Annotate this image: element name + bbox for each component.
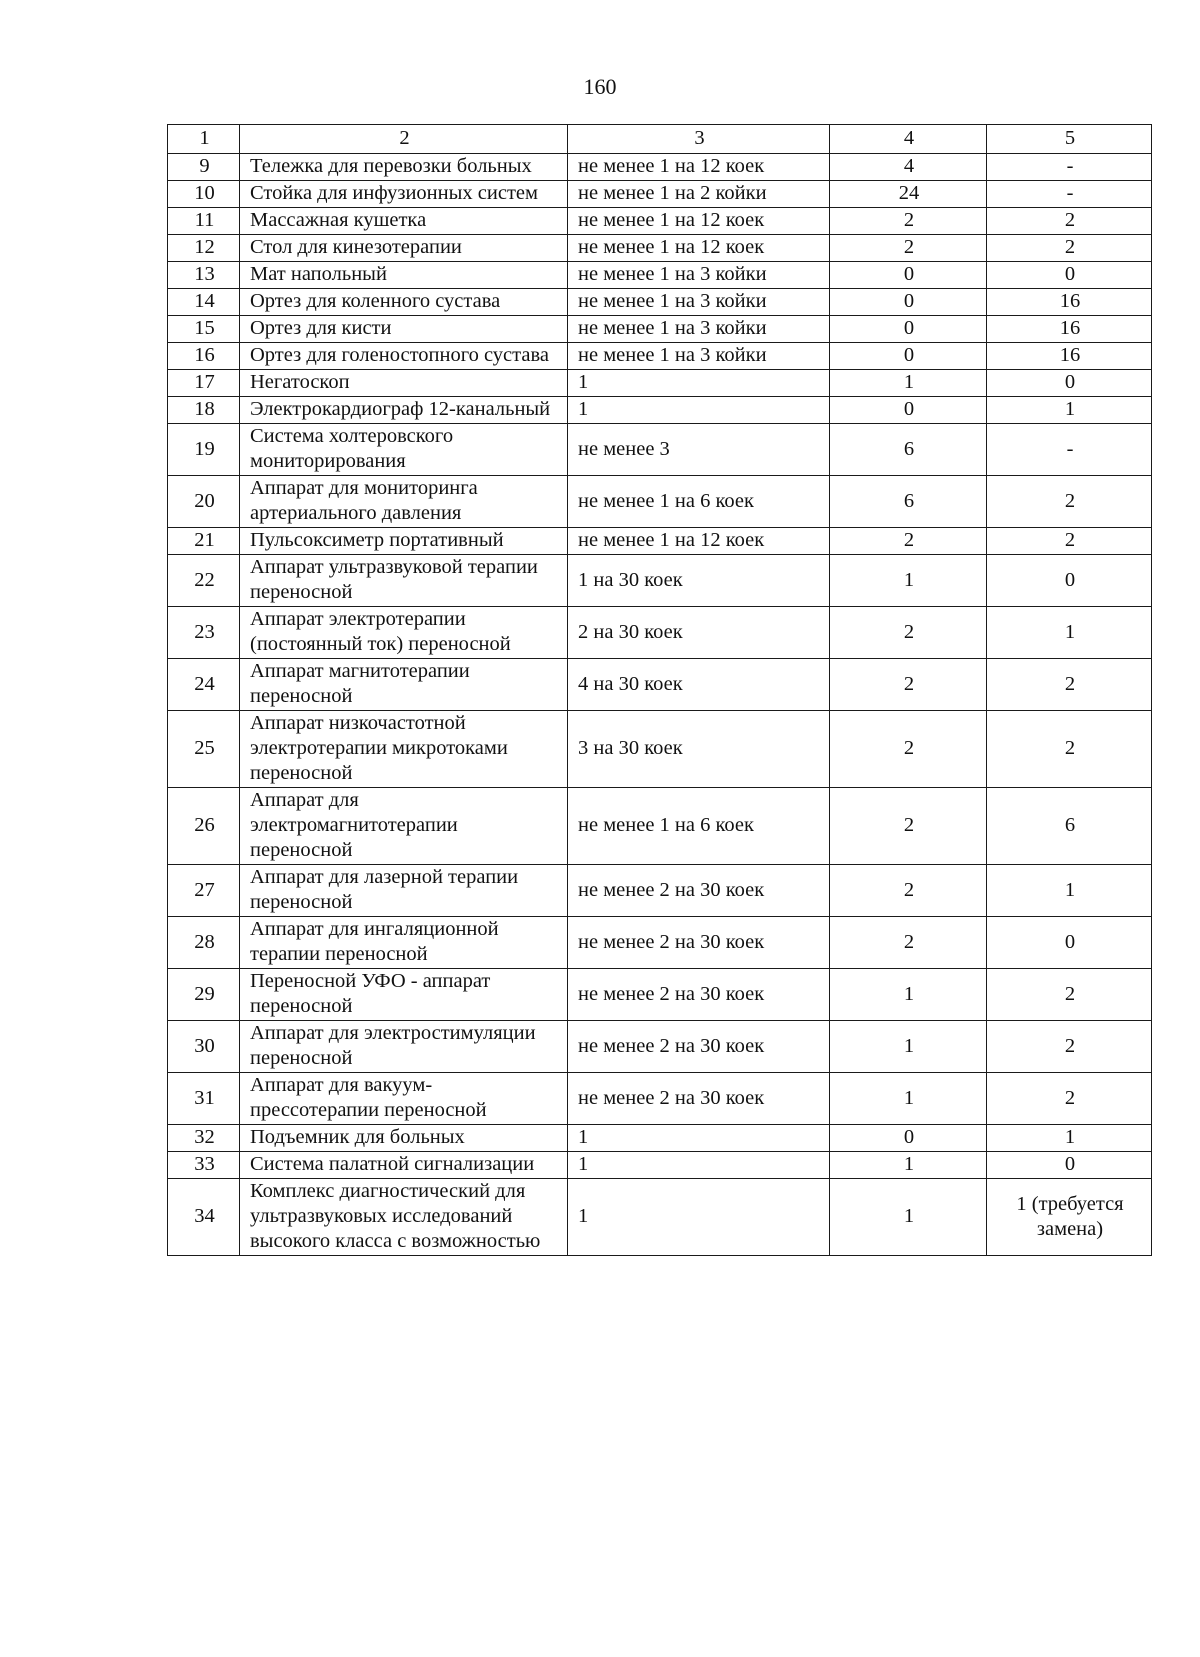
quantity-needed-cell: 2 xyxy=(987,711,1152,788)
quantity-needed-cell: 2 xyxy=(987,969,1152,1021)
quantity-needed-cell: 1 xyxy=(987,607,1152,659)
quantity-available-cell: 2 xyxy=(830,235,987,262)
requirement-norm-cell: 1 xyxy=(568,1179,830,1256)
quantity-needed-cell: 2 xyxy=(987,1021,1152,1073)
quantity-needed-cell: - xyxy=(987,181,1152,208)
table-row xyxy=(168,262,1152,289)
quantity-available-cell: 1 xyxy=(830,370,987,397)
quantity-needed-cell: 16 xyxy=(987,316,1152,343)
quantity-available-cell: 2 xyxy=(830,528,987,555)
table-row xyxy=(168,788,1152,865)
column-header-3: 3 xyxy=(568,125,830,154)
row-number-cell: 33 xyxy=(168,1152,240,1179)
table-row xyxy=(168,528,1152,555)
requirement-norm-cell: не менее 1 на 6 коек xyxy=(568,476,830,528)
equipment-name-cell: Стол для кинезотерапии xyxy=(240,235,568,262)
quantity-available-cell: 0 xyxy=(830,343,987,370)
requirement-norm-cell: не менее 2 на 30 коек xyxy=(568,1021,830,1073)
requirement-norm-cell: 1 xyxy=(568,370,830,397)
equipment-name-cell: Аппарат для лазерной терапии переносной xyxy=(240,865,568,917)
row-number-cell: 21 xyxy=(168,528,240,555)
equipment-name-cell: Аппарат для вакуум-прессотерапии переносной xyxy=(240,1073,568,1125)
table-row xyxy=(168,711,1152,788)
equipment-name-cell: Система палатной сигнализации xyxy=(240,1152,568,1179)
quantity-needed-cell: 2 xyxy=(987,235,1152,262)
quantity-available-cell: 2 xyxy=(830,788,987,865)
requirement-norm-cell: 1 xyxy=(568,1125,830,1152)
table-row xyxy=(168,208,1152,235)
table-row xyxy=(168,1179,1152,1256)
row-number-cell: 19 xyxy=(168,424,240,476)
quantity-needed-cell: 2 xyxy=(987,476,1152,528)
row-number-cell: 23 xyxy=(168,607,240,659)
quantity-available-cell: 0 xyxy=(830,397,987,424)
column-header-4: 4 xyxy=(830,125,987,154)
table-row xyxy=(168,316,1152,343)
quantity-available-cell: 2 xyxy=(830,917,987,969)
requirement-norm-cell: не менее 2 на 30 коек xyxy=(568,969,830,1021)
row-number-cell: 18 xyxy=(168,397,240,424)
row-number-cell: 14 xyxy=(168,289,240,316)
equipment-name-cell: Стойка для инфузионных систем xyxy=(240,181,568,208)
row-number-cell: 26 xyxy=(168,788,240,865)
equipment-name-cell: Ортез для коленного сустава xyxy=(240,289,568,316)
quantity-needed-cell: 0 xyxy=(987,262,1152,289)
equipment-name-cell: Аппарат для ингаляционной терапии переносной xyxy=(240,917,568,969)
table-row xyxy=(168,1125,1152,1152)
table-row xyxy=(168,865,1152,917)
requirement-norm-cell: не менее 2 на 30 коек xyxy=(568,865,830,917)
table-row xyxy=(168,659,1152,711)
table-row xyxy=(168,1021,1152,1073)
requirement-norm-cell: не менее 1 на 12 коек xyxy=(568,528,830,555)
row-number-cell: 10 xyxy=(168,181,240,208)
quantity-needed-cell: 1 xyxy=(987,865,1152,917)
row-number-cell: 28 xyxy=(168,917,240,969)
quantity-available-cell: 2 xyxy=(830,711,987,788)
row-number-cell: 13 xyxy=(168,262,240,289)
table-row xyxy=(168,917,1152,969)
requirement-norm-cell: не менее 2 на 30 коек xyxy=(568,917,830,969)
table-row xyxy=(168,607,1152,659)
requirement-norm-cell: 4 на 30 коек xyxy=(568,659,830,711)
equipment-name-cell: Аппарат электротерапии (постоянный ток) переносной xyxy=(240,607,568,659)
quantity-available-cell: 6 xyxy=(830,424,987,476)
equipment-name-cell: Аппарат ультразвуковой терапии переносной xyxy=(240,555,568,607)
equipment-name-cell: Пульсоксиметр портативный xyxy=(240,528,568,555)
quantity-needed-cell: 0 xyxy=(987,917,1152,969)
quantity-needed-cell: 2 xyxy=(987,208,1152,235)
requirement-norm-cell: 1 на 30 коек xyxy=(568,555,830,607)
row-number-cell: 20 xyxy=(168,476,240,528)
requirement-norm-cell: не менее 1 на 12 коек xyxy=(568,208,830,235)
quantity-needed-cell: - xyxy=(987,424,1152,476)
quantity-available-cell: 2 xyxy=(830,865,987,917)
table-row xyxy=(168,370,1152,397)
equipment-name-cell: Аппарат низкочастотной электротерапии микротоками переносной xyxy=(240,711,568,788)
row-number-cell: 34 xyxy=(168,1179,240,1256)
row-number-cell: 22 xyxy=(168,555,240,607)
table-row xyxy=(168,424,1152,476)
quantity-needed-cell: 0 xyxy=(987,370,1152,397)
equipment-name-cell: Аппарат для электростимуляции переносной xyxy=(240,1021,568,1073)
quantity-available-cell: 6 xyxy=(830,476,987,528)
equipment-name-cell: Ортез для голеностопного сустава xyxy=(240,343,568,370)
table-row xyxy=(168,969,1152,1021)
requirement-norm-cell: 2 на 30 коек xyxy=(568,607,830,659)
quantity-available-cell: 4 xyxy=(830,154,987,181)
requirement-norm-cell: не менее 2 на 30 коек xyxy=(568,1073,830,1125)
table-header-row xyxy=(168,125,1152,154)
table-row xyxy=(168,1152,1152,1179)
requirement-norm-cell: 3 на 30 коек xyxy=(568,711,830,788)
equipment-name-cell: Негатоскоп xyxy=(240,370,568,397)
row-number-cell: 29 xyxy=(168,969,240,1021)
requirement-norm-cell: не менее 1 на 6 коек xyxy=(568,788,830,865)
equipment-name-cell: Аппарат магнитотерапии переносной xyxy=(240,659,568,711)
quantity-available-cell: 1 xyxy=(830,969,987,1021)
row-number-cell: 25 xyxy=(168,711,240,788)
requirement-norm-cell: не менее 1 на 2 койки xyxy=(568,181,830,208)
quantity-needed-cell: 2 xyxy=(987,1073,1152,1125)
table-row xyxy=(168,181,1152,208)
table-body xyxy=(168,154,1152,1256)
quantity-available-cell: 0 xyxy=(830,262,987,289)
equipment-name-cell: Аппарат для мониторинга артериального давления xyxy=(240,476,568,528)
requirement-norm-cell: не менее 1 на 3 койки xyxy=(568,262,830,289)
row-number-cell: 16 xyxy=(168,343,240,370)
table-row xyxy=(168,289,1152,316)
equipment-name-cell: Мат напольный xyxy=(240,262,568,289)
row-number-cell: 12 xyxy=(168,235,240,262)
quantity-available-cell: 2 xyxy=(830,659,987,711)
table-row xyxy=(168,555,1152,607)
requirement-norm-cell: 1 xyxy=(568,397,830,424)
requirement-norm-cell: не менее 1 на 12 коек xyxy=(568,154,830,181)
quantity-available-cell: 0 xyxy=(830,289,987,316)
row-number-cell: 9 xyxy=(168,154,240,181)
requirement-norm-cell: не менее 1 на 3 койки xyxy=(568,289,830,316)
quantity-needed-cell: 16 xyxy=(987,343,1152,370)
row-number-cell: 11 xyxy=(168,208,240,235)
column-header-1: 1 xyxy=(168,125,240,154)
row-number-cell: 32 xyxy=(168,1125,240,1152)
equipment-name-cell: Электрокардиограф 12-канальный xyxy=(240,397,568,424)
table-row xyxy=(168,343,1152,370)
equipment-name-cell: Массажная кушетка xyxy=(240,208,568,235)
quantity-available-cell: 2 xyxy=(830,208,987,235)
quantity-needed-cell: 1 (требуется замена) xyxy=(987,1179,1152,1256)
equipment-name-cell: Комплекс диагностический для ультразвуковых исследований высокого класса с возможностью xyxy=(240,1179,568,1256)
row-number-cell: 30 xyxy=(168,1021,240,1073)
quantity-available-cell: 1 xyxy=(830,1152,987,1179)
column-header-2: 2 xyxy=(240,125,568,154)
requirement-norm-cell: не менее 1 на 12 коек xyxy=(568,235,830,262)
table-row xyxy=(168,476,1152,528)
equipment-name-cell: Ортез для кисти xyxy=(240,316,568,343)
table-row xyxy=(168,1073,1152,1125)
equipment-name-cell: Аппарат для электромагнитотерапии переносной xyxy=(240,788,568,865)
quantity-needed-cell: - xyxy=(987,154,1152,181)
quantity-needed-cell: 16 xyxy=(987,289,1152,316)
quantity-available-cell: 2 xyxy=(830,607,987,659)
row-number-cell: 17 xyxy=(168,370,240,397)
equipment-table xyxy=(167,124,1152,1256)
quantity-available-cell: 24 xyxy=(830,181,987,208)
equipment-name-cell: Переносной УФО - аппарат переносной xyxy=(240,969,568,1021)
requirement-norm-cell: не менее 1 на 3 койки xyxy=(568,343,830,370)
equipment-name-cell: Система холтеровского мониторирования xyxy=(240,424,568,476)
quantity-needed-cell: 0 xyxy=(987,555,1152,607)
requirement-norm-cell: не менее 1 на 3 койки xyxy=(568,316,830,343)
quantity-needed-cell: 1 xyxy=(987,1125,1152,1152)
quantity-available-cell: 1 xyxy=(830,1021,987,1073)
quantity-available-cell: 1 xyxy=(830,555,987,607)
quantity-available-cell: 1 xyxy=(830,1073,987,1125)
quantity-available-cell: 0 xyxy=(830,1125,987,1152)
requirement-norm-cell: не менее 3 xyxy=(568,424,830,476)
quantity-needed-cell: 0 xyxy=(987,1152,1152,1179)
equipment-name-cell: Тележка для перевозки больных xyxy=(240,154,568,181)
page-number: 160 xyxy=(583,74,617,99)
table-row xyxy=(168,397,1152,424)
quantity-available-cell: 0 xyxy=(830,316,987,343)
row-number-cell: 15 xyxy=(168,316,240,343)
quantity-available-cell: 1 xyxy=(830,1179,987,1256)
equipment-name-cell: Подъемник для больных xyxy=(240,1125,568,1152)
column-header-5: 5 xyxy=(987,125,1152,154)
row-number-cell: 24 xyxy=(168,659,240,711)
quantity-needed-cell: 1 xyxy=(987,397,1152,424)
quantity-needed-cell: 2 xyxy=(987,659,1152,711)
row-number-cell: 27 xyxy=(168,865,240,917)
quantity-needed-cell: 6 xyxy=(987,788,1152,865)
row-number-cell: 31 xyxy=(168,1073,240,1125)
table-row xyxy=(168,154,1152,181)
quantity-needed-cell: 2 xyxy=(987,528,1152,555)
table-row xyxy=(168,235,1152,262)
requirement-norm-cell: 1 xyxy=(568,1152,830,1179)
